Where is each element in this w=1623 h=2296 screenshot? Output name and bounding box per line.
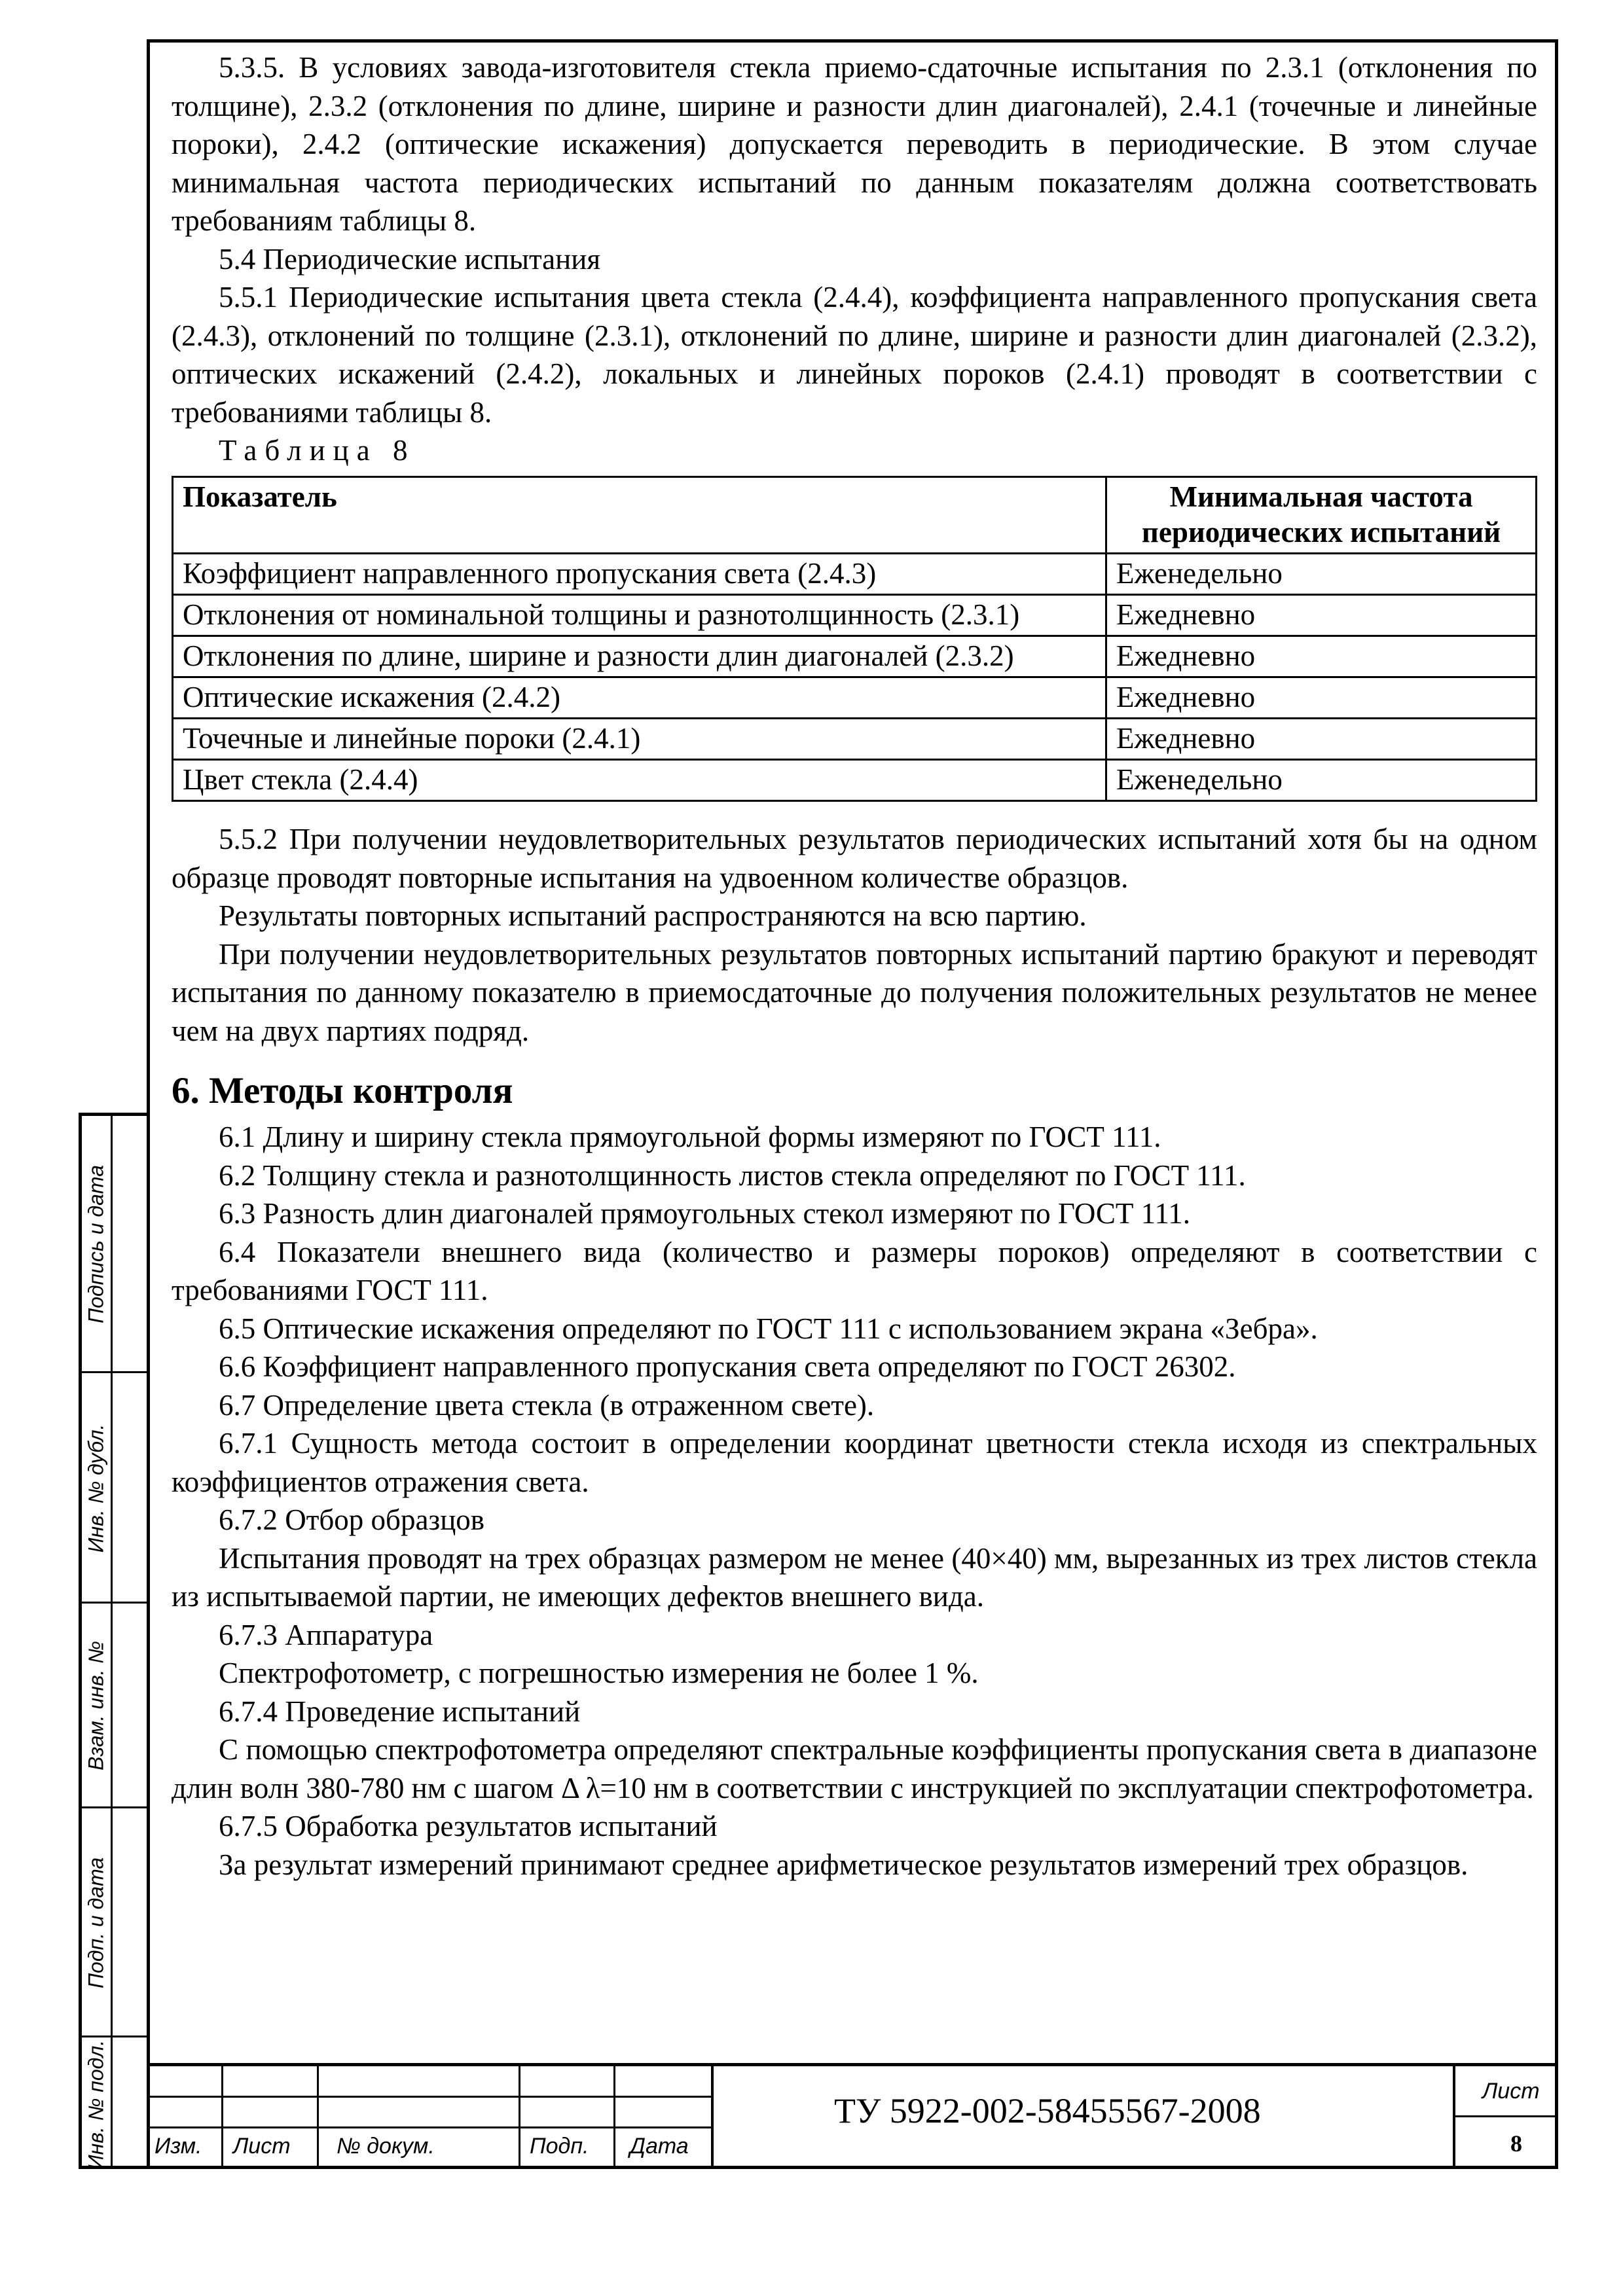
table-cell-indicator: Точечные и линейные пороки (2.4.1) — [173, 719, 1106, 760]
table-cell-frequency: Ежедневно — [1106, 719, 1537, 760]
side-label: Инв. № дубл. — [84, 1424, 108, 1553]
side-label: Инв. № подл. — [84, 2039, 108, 2170]
paragraph-6-7-5: 6.7.5 Обработка результатов испытаний — [219, 1810, 718, 1842]
table-row — [173, 595, 1537, 636]
table-cell-indicator: Цвет стекла (2.4.4) — [173, 760, 1106, 801]
paragraph-6-2: 6.2 Толщину стекла и разнотолщинность листов стекла определяют по ГОСТ 111. — [219, 1158, 1246, 1192]
table-cell-frequency: Еженедельно — [1106, 760, 1537, 801]
table-row — [173, 554, 1537, 595]
title-block-row-line — [147, 2096, 712, 2098]
paragraph-6-6: 6.6 Коэффициент направленного пропускания света определяют по ГОСТ 26302. — [219, 1350, 1236, 1383]
table-row — [173, 636, 1537, 677]
side-label: Подп. и дата — [84, 1857, 108, 1989]
table-cell-frequency: Ежедневно — [1106, 595, 1537, 636]
title-block-col-line — [317, 2063, 319, 2169]
paragraph-6-7-4: 6.7.4 Проведение испытаний — [219, 1695, 581, 1728]
paragraph-6-5: 6.5 Оптические искажения определяют по ГОСТ 111 с использованием экрана «Зебра». — [219, 1312, 1318, 1345]
table-cell-indicator: Коэффициент направленного пропускания света (2.4.3) — [173, 554, 1106, 595]
paragraph-6-3: 6.3 Разность длин диагоналей прямоугольных стекол измеряют по ГОСТ 111. — [219, 1197, 1191, 1230]
table-header-frequency: Минимальная частота периодических испытаний — [1106, 477, 1537, 554]
label-date: Дата — [630, 2134, 689, 2159]
paragraph-samples: Испытания проводят на трех образцах размером не менее (40×40) мм, вырезанных из трех листов стекла из испытываемой партии, не имеющих дефектов внешнего вида. — [172, 1541, 1537, 1613]
paragraph-processing: За результат измерений принимают среднее арифметическое результатов измерений трех образцов. — [219, 1848, 1468, 1881]
table-8 — [172, 476, 1537, 802]
table-row — [173, 760, 1537, 801]
title-block-top-line — [147, 2063, 1558, 2066]
title-block-row-line — [147, 2126, 712, 2128]
title-block-sheet-line — [1453, 2115, 1558, 2117]
side-cell-replace-inv — [82, 1604, 150, 1808]
table-cell-frequency: Ежедневно — [1106, 677, 1537, 719]
document-body — [172, 48, 1537, 1884]
table-header-indicator: Показатель — [173, 477, 1106, 554]
table-cell-indicator: Оптические искажения (2.4.2) — [173, 677, 1106, 719]
side-cell-orig-inv — [82, 2037, 150, 2172]
paragraph-6-4: 6.4 Показатели внешнего вида (количество и размеры пороков) определяют в соответствии с требованиями ГОСТ 111. — [172, 1235, 1537, 1306]
side-cell-signature-date — [82, 1116, 150, 1373]
paragraph-6-7-2: 6.7.2 Отбор образцов — [219, 1503, 485, 1536]
paragraph-6-1: 6.1 Длину и ширину стекла прямоугольной формы измеряют по ГОСТ 111. — [219, 1121, 1161, 1153]
title-block — [147, 2063, 1558, 2169]
side-cell-sign-date — [82, 1808, 150, 2037]
label-signature: Подп. — [530, 2134, 589, 2159]
sheet-number: 8 — [1510, 2130, 1522, 2157]
side-label: Взам. инв. № — [84, 1641, 108, 1770]
paragraph-6-7: 6.7 Определение цвета стекла (в отраженном свете). — [219, 1388, 875, 1422]
table-cell-indicator: Отклонения по длине, ширине и разности длин диагоналей (2.3.2) — [173, 636, 1106, 677]
paragraph-procedure: С помощью спектрофотометра определяют спектральные коэффициенты пропускания света в диапазоне длин волн 380-780 нм с шагом Δ λ=10 нм в соответствии с инструкцией по эксплуатации спектрофотометра. — [172, 1733, 1537, 1804]
label-doc-number: № докум. — [337, 2134, 435, 2159]
paragraph-6-7-3: 6.7.3 Аппаратура — [219, 1618, 433, 1651]
table-header-row — [173, 477, 1537, 554]
label-sheet: Лист — [233, 2134, 291, 2159]
side-label: Подпись и дата — [84, 1164, 108, 1324]
table-cell-frequency: Еженедельно — [1106, 554, 1537, 595]
side-cell-dup-inv — [82, 1373, 150, 1604]
paragraph-reject: При получении неудовлетворительных результатов повторных испытаний партию бракуют и переводят испытания по данному показателю в приемосдаточные до получения положительных результатов не менее чем на двух партиях подряд. — [172, 937, 1537, 1047]
table-cell-frequency: Ежедневно — [1106, 636, 1537, 677]
table-row — [173, 719, 1537, 760]
paragraph-repeat-results: Результаты повторных испытаний распространяются на всю партию. — [219, 899, 1087, 932]
title-block-col-line — [711, 2063, 714, 2169]
table-caption: Таблица 8 — [219, 434, 416, 467]
table-row — [173, 677, 1537, 719]
paragraph-5-5-2: 5.5.2 При получении неудовлетворительных результатов периодических испытаний хотя бы на одном образце проводят повторные испытания на удвоенном количестве образцов. — [172, 823, 1537, 894]
side-stamp-column — [79, 1113, 147, 2169]
document-code: ТУ 5922-002-58455567-2008 — [834, 2091, 1261, 2130]
title-block-col-line — [613, 2063, 615, 2169]
label-change: Изм. — [155, 2134, 202, 2159]
table-cell-indicator: Отклонения от номинальной толщины и разнотолщинность (2.3.1) — [173, 595, 1106, 636]
title-block-col-line — [519, 2063, 520, 2169]
paragraph-6-7-1: 6.7.1 Сущность метода состоит в определении координат цветности стекла исходя из спектральных коэффициентов отражения света. — [172, 1427, 1537, 1498]
heading-5-4: 5.4 Периодические испытания — [219, 242, 601, 276]
paragraph-5-5-1: 5.5.1 Периодические испытания цвета стекла (2.4.4), коэффициента направленного пропускания света (2.4.3), отклонений по толщине (2.3.1), отклонений по длине, ширине и разности длин диагоналей (2.3.2), оптических искажений (2.4.2), локальных и линейных пороков (2.4.1) проводят в соответствии с требованиями таблицы 8. — [172, 281, 1537, 429]
sheet-label: Лист — [1482, 2079, 1540, 2104]
section-6-title: 6. Методы контроля — [172, 1070, 513, 1111]
title-block-col-line — [221, 2063, 223, 2169]
paragraph-5-3-5: 5.3.5. В условиях завода-изготовителя стекла приемо-сдаточные испытания по 2.3.1 (отклонения по толщине), 2.3.2 (отклонения по длине, ширине и разности длин диагоналей), 2.4.1 (точечные и линейные пороки), 2.4.2 (оптические искажения) допускается переводить в периодические. В этом случае минимальная частота периодических испытаний по данным показателям должна соответствовать требованиям таблицы 8. — [172, 51, 1537, 237]
paragraph-apparatus: Спектрофотометр, с погрешностью измерения не более 1 %. — [219, 1657, 979, 1689]
